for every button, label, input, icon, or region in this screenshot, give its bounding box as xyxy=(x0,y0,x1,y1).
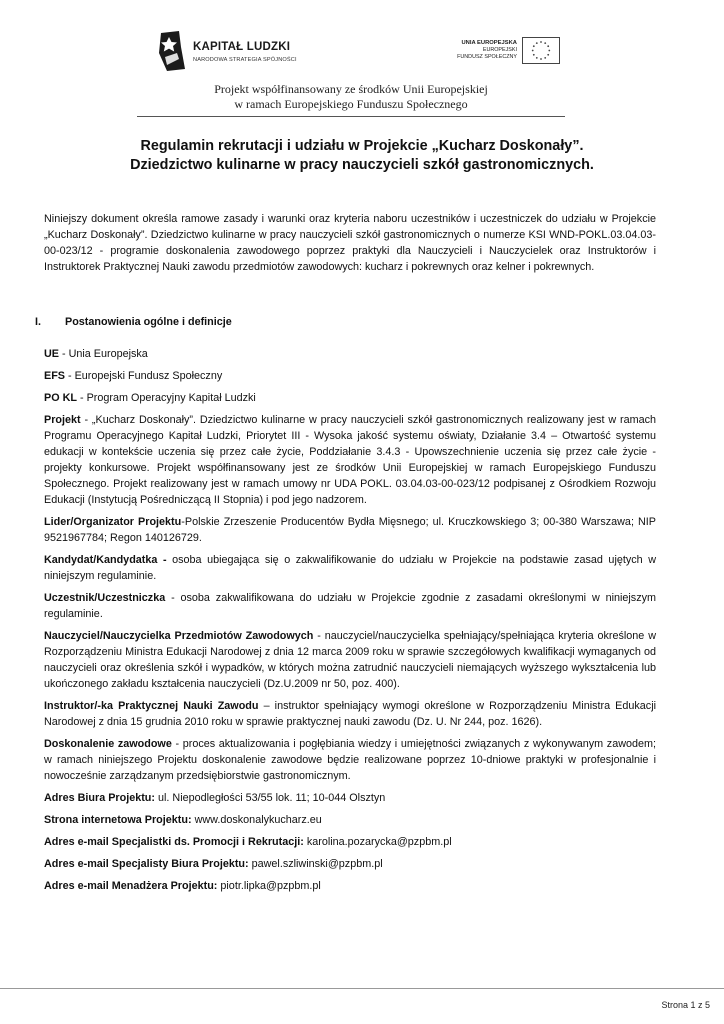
definition-item xyxy=(44,346,656,362)
definition-text: - „Kucharz Doskonały”. Dziedzictwo kulinarne w pracy nauczycieli szkół gastronomicznych realizowany jest w ramach Programu Operacyjnego Kapitał Ludzki, Priorytet III - Wysoka jakość systemu oświaty, Działanie 3.4 – Otwartość systemu edukacji w kontekście uczenia się przez całe życie, Poddziałanie 3.4.3 - Upowszechnienie uczenia się przez całe życie - projekty konkursowe. Projekt współfinansowany jest ze środków Unii Europejskiej w ramach Europejskiego Funduszu Społecznego. Projekt realizowany jest w ramach umowy nr UDA POKL. 03.04.03-00-023/12 podpisanej z Ośrodkiem Rozwoju Edukacji (Instytucją Pośredniczącą II Stopnia) i pod jego nadzorem. xyxy=(44,414,656,506)
definition-term: EFS xyxy=(44,370,65,382)
footer-divider xyxy=(0,988,724,989)
eu-logo-line1: UNIA EUROPEJSKA xyxy=(461,40,517,46)
definition-term: Projekt xyxy=(44,414,81,426)
definition-term: PO KL xyxy=(44,392,77,404)
definition-item xyxy=(44,698,656,730)
definition-text: - Program Operacyjny Kapitał Ludzki xyxy=(77,392,256,404)
eu-logo-text xyxy=(442,40,517,61)
definition-text: ul. Niepodległości 53/55 lok. 11; 10-044 Olsztyn xyxy=(155,792,386,804)
eu-flag-icon xyxy=(522,37,560,64)
cofinancing-line-1: Projekt współfinansowany ze środków Unii Europejskiej xyxy=(214,82,488,96)
definition-term: Nauczyciel/Nauczycielka Przedmiotów Zawodowych xyxy=(44,630,314,642)
eu-logo xyxy=(442,34,562,68)
definition-item xyxy=(44,412,656,508)
definition-item xyxy=(44,628,656,692)
definition-term: Instruktor/-ka Praktycznej Nauki Zawodu xyxy=(44,700,259,712)
page-number: Strona 1 z 5 xyxy=(661,1000,710,1010)
definition-term: Uczestnik/Uczestniczka xyxy=(44,592,166,604)
definition-item xyxy=(44,390,656,406)
section-number: I. xyxy=(35,316,41,328)
kapital-ludzki-logo xyxy=(157,29,297,73)
cofinancing-line-2: w ramach Europejskiego Funduszu Społecznego xyxy=(234,97,468,111)
definition-text: - Unia Europejska xyxy=(59,348,148,360)
definition-term: Adres e-mail Menadżera Projektu: xyxy=(44,880,218,892)
definition-term: Adres e-mail Specjalistki ds. Promocji i Rekrutacji: xyxy=(44,836,304,848)
office-specialist-email xyxy=(44,856,656,872)
definition-text: osoba ubiegająca się o zakwalifikowanie do udziału w Projekcie na podstawie zasad ujętych w niniejszym regulaminie. xyxy=(44,554,656,582)
definition-text: - proces aktualizowania i pogłębiania wiedzy i umiejętności związanych z wykonywanym zawodem; w ramach niniejszego Projektu doskonalenie zawodowe będzie realizowane poprzez 10-dniowe praktyki w profesjonalnie i nowocześnie zarządzanym przedsiębiorstwie gastronomicznym. xyxy=(44,738,656,782)
promotion-specialist-email xyxy=(44,834,656,850)
definition-item xyxy=(44,736,656,784)
document-title-line-2: Dziedzictwo kulinarne w pracy nauczycieli szkół gastronomicznych. xyxy=(130,157,594,173)
email-link[interactable]: pawel.szliwinski@pzpbm.pl xyxy=(248,858,383,870)
header-divider xyxy=(137,116,565,117)
definition-term: Adres e-mail Specjalisty Biura Projektu: xyxy=(44,858,249,870)
definition-term: Adres Biura Projektu: xyxy=(44,792,155,804)
definition-text: -Polskie Zrzeszenie Producentów Bydła Mięsnego; ul. Kruczkowskiego 3; 00-380 Warszawa; NIP 9521967784; Regon 140126729. xyxy=(44,516,657,544)
definition-item xyxy=(44,590,656,622)
intro-paragraph: Niniejszy dokument określa ramowe zasady i warunki oraz kryteria naboru uczestników i uczestniczek do udziału w Projekcie „Kucharz Doskonały”. Dziedzictwo kulinarne w pracy nauczycieli szkół gastronomicznych o numerze KSI WND-POKL.03.04.03-00-023/12 - programie doskonalenia zawodowego poprzez praktyki dla Nauczycieli i Nauczycielek oraz Instruktorów i Instruktorek Praktycznej Nauki zawodu przedmiotów zawodowych: kucharz i pokrewnych oraz kelner i pokrewnych. xyxy=(44,213,656,273)
definition-text: - osoba zakwalifikowana do udziału w Projekcie zgodnie z zasadami określonymi w niniejszym regulaminie. xyxy=(44,592,656,620)
definition-term: Strona internetowa Projektu: xyxy=(44,814,192,826)
website-link[interactable]: www.doskonalykucharz.eu xyxy=(191,814,322,826)
section-heading xyxy=(35,316,232,328)
definition-term: Doskonalenie zawodowe xyxy=(44,738,172,750)
definitions-list xyxy=(44,346,656,900)
email-link[interactable]: karolina.pozarycka@pzpbm.pl xyxy=(303,836,452,848)
definition-text: - nauczyciel/nauczycielka spełniający/spełniająca kryteria określone w Rozporządzeniu Ministra Edukacji Narodowej z dnia 12 marca 2009 roku w sprawie szczegółowych kwalifikacji wymaganych od nauczycieli oraz określenia szkół i wypadków, w których można zatrudnić nauczycieli niemających wyższego wykształcenia lub ukończonego zakładu kształcenia nauczycieli (Dz.U.2009 nr 50, poz. 400). xyxy=(44,630,656,690)
project-website xyxy=(44,812,656,828)
definition-text: – instruktor spełniający wymogi określone w Rozporządzeniu Ministra Edukacji Narodowej z dnia 15 grudnia 2010 roku w sprawie praktycznej nauki zawodu (Dz. U. Nr 244, poz. 1626). xyxy=(44,700,656,728)
definition-text: - Europejski Fundusz Społeczny xyxy=(65,370,223,382)
definition-item xyxy=(44,514,656,546)
kapital-ludzki-subtitle: NARODOWA STRATEGIA SPÓJNOŚCI xyxy=(193,57,297,63)
project-office-address xyxy=(44,790,656,806)
kapital-ludzki-emblem-icon xyxy=(157,29,187,73)
document-title-line-1: Regulamin rekrutacji i udziału w Projekcie „Kucharz Doskonały”. xyxy=(140,138,584,154)
document-title xyxy=(40,137,684,175)
definition-item xyxy=(44,368,656,384)
eu-logo-line3: FUNDUSZ SPOŁECZNY xyxy=(457,54,517,60)
definition-term: Kandydat/Kandydatka - xyxy=(44,554,167,566)
definition-item xyxy=(44,552,656,584)
project-manager-email xyxy=(44,878,656,894)
eu-logo-line2: EUROPEJSKI xyxy=(482,47,517,53)
document-header xyxy=(137,18,565,114)
section-title: Postanowienia ogólne i definicje xyxy=(65,316,232,328)
kapital-ludzki-title: KAPITAŁ LUDZKI xyxy=(193,41,291,53)
definition-term: UE xyxy=(44,348,59,360)
email-link[interactable]: piotr.lipka@pzpbm.pl xyxy=(217,880,321,892)
definition-term: Lider/Organizator Projektu xyxy=(44,516,182,528)
